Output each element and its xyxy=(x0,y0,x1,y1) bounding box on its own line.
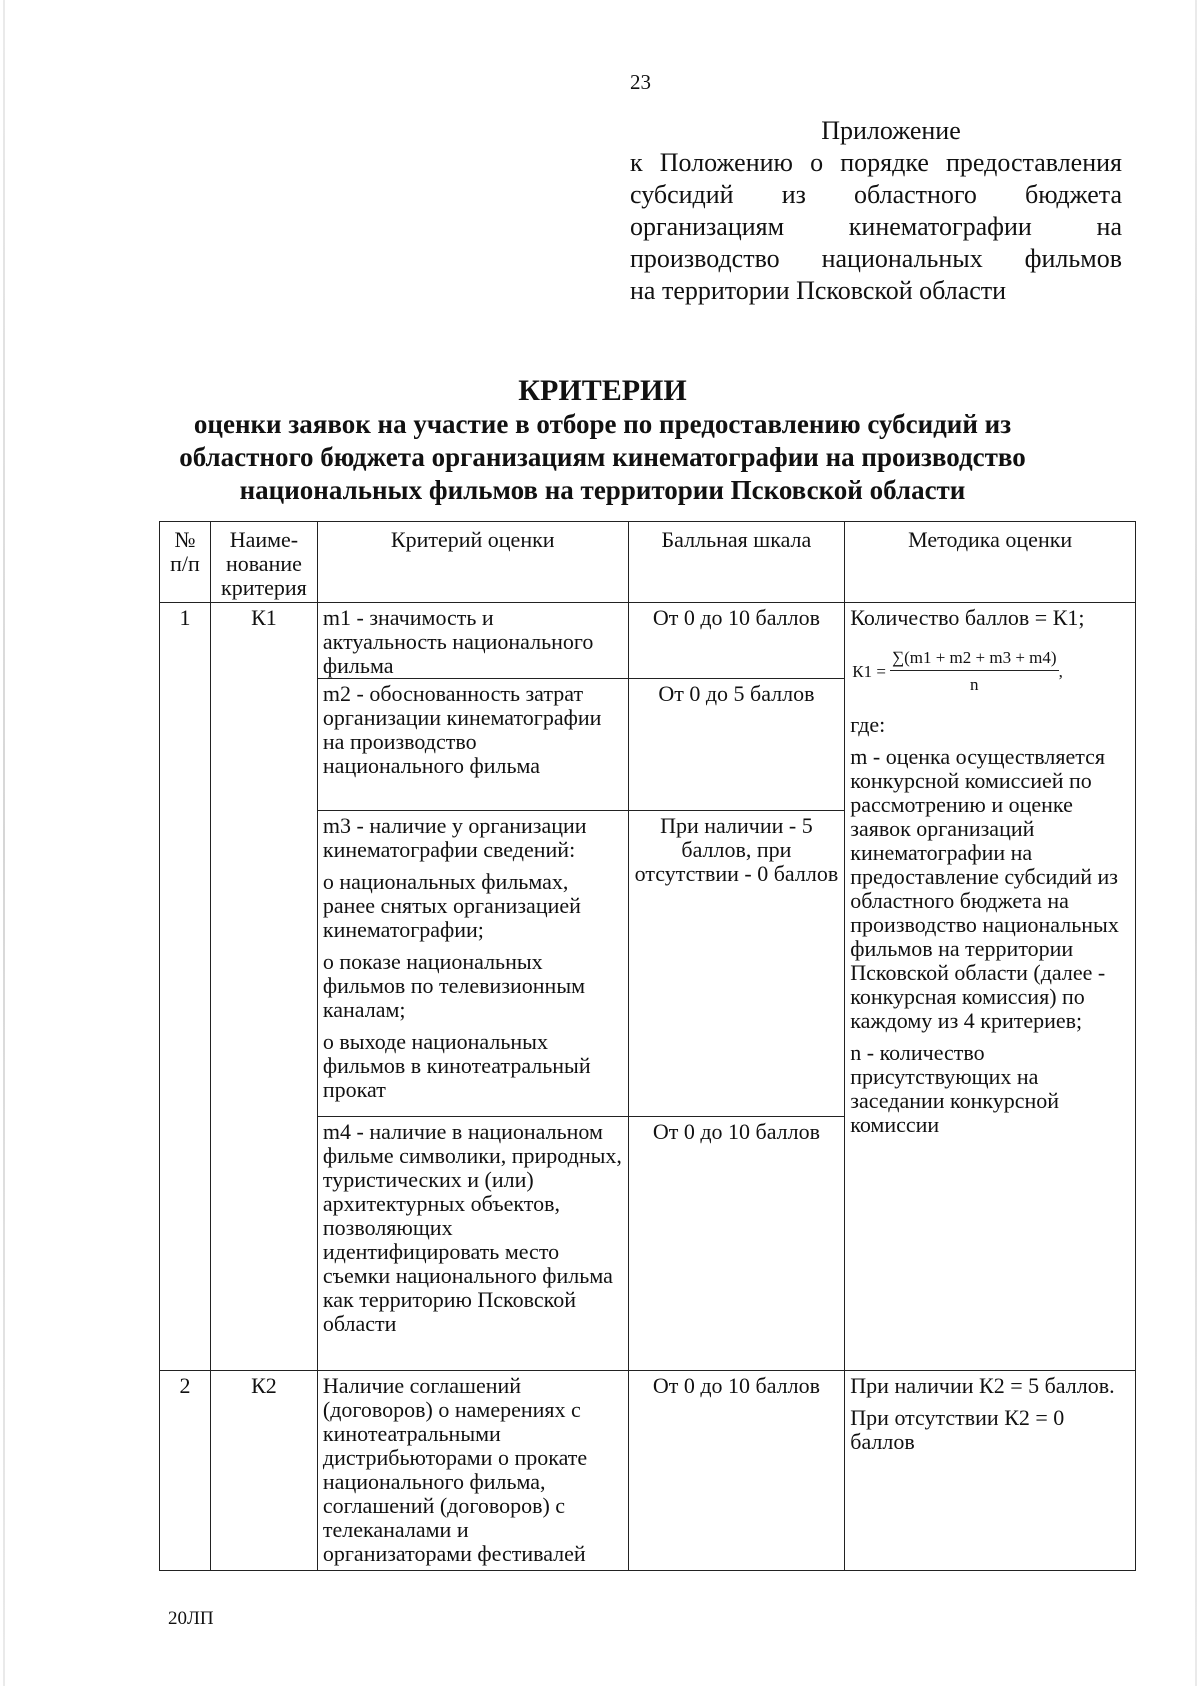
row-num: 2 xyxy=(160,1371,211,1571)
appendix-block xyxy=(630,115,1122,307)
method-paragraph: n - количество присутствующих на заседании конкурсной комиссии xyxy=(850,1040,1060,1137)
method-paragraph: При наличии К2 = 5 баллов. xyxy=(850,1373,1115,1398)
criterion-cell: Наличие соглашений (договоров) о намерениях с кинотеатральными дистрибьюторами о прокате национального фильма, соглашений (договоров) с телеканалами и организаторами фестивалей xyxy=(317,1371,628,1571)
row-name: К1 xyxy=(210,603,317,1371)
criterion-cell: m2 - обоснованность затрат организации кинематографии на производство национального фильма xyxy=(317,679,628,811)
appendix-line: на территории Псковской области xyxy=(630,276,1007,305)
criterion-paragraph: о национальных фильмах, ранее снятых организацией кинематографии; xyxy=(322,869,581,942)
title-sub-line: национальных фильмов на территории Псковской области xyxy=(239,475,966,505)
method-cell xyxy=(845,1371,1136,1571)
row-name: К2 xyxy=(210,1371,317,1571)
header-scale: Балльная шкала xyxy=(628,522,845,603)
method-paragraph: m - оценка осуществляется конкурсной комиссией по рассмотрению и оценке заявок организаций кинематографии на предоставление субсидий из областного бюджета на производство национальных фильмов на территории Псковской области (далее - конкурсная комиссия) по каждому из 4 критериев; xyxy=(850,744,1119,1033)
formula-tail: , xyxy=(1058,661,1063,681)
appendix-body xyxy=(630,147,1122,307)
scale-cell: От 0 до 10 баллов xyxy=(628,1371,845,1571)
appendix-line: производство национальных фильмов xyxy=(630,244,1122,273)
table-row xyxy=(160,603,1136,679)
scale-cell: От 0 до 5 баллов xyxy=(628,679,845,811)
appendix-heading: Приложение xyxy=(821,116,961,145)
table-header-row xyxy=(160,522,1136,603)
appendix-line: организациям кинематографии на xyxy=(630,212,1122,241)
header-method: Методика оценки xyxy=(845,522,1136,603)
formula-left: К1 = xyxy=(852,661,886,681)
row-num: 1 xyxy=(160,603,211,1371)
criterion-paragraph: m3 - наличие у организации кинематографии сведений: xyxy=(322,813,587,862)
criterion-cell xyxy=(317,811,628,1117)
scale-cell: При наличии - 5 баллов, при отсутствии - 0 баллов xyxy=(628,811,845,1117)
page-number: 23 xyxy=(630,70,651,94)
appendix-line: субсидий из областного бюджета xyxy=(630,180,1122,209)
header-num: № п/п xyxy=(160,522,211,603)
title-sub-line: областного бюджета организациям кинематографии на производство xyxy=(179,442,1026,472)
appendix-line: к Положению о порядке предоставления xyxy=(630,148,1122,177)
scale-cell: От 0 до 10 баллов xyxy=(628,1117,845,1371)
criterion-paragraph: о выходе национальных фильмов в кинотеатральный прокат xyxy=(322,1029,591,1102)
method-paragraph: где: xyxy=(850,712,886,737)
scale-cell: От 0 до 10 баллов xyxy=(628,603,845,679)
title-sub-line: оценки заявок на участие в отборе по предоставлению субсидий из xyxy=(193,409,1012,439)
method-paragraph: При отсутствии К2 = 0 баллов xyxy=(850,1405,1065,1454)
formula-k1 xyxy=(852,646,1130,697)
footer-code: 20ЛП xyxy=(168,1608,214,1629)
criterion-cell: m1 - значимость и актуальность национального фильма xyxy=(317,603,628,679)
table-row xyxy=(160,1371,1136,1571)
header-name: Наиме-нование критерия xyxy=(210,522,317,603)
method-cell xyxy=(845,603,1136,1371)
method-intro: Количество баллов = К1; xyxy=(850,605,1085,630)
formula-numerator: ∑(m1 + m2 + m3 + m4) xyxy=(890,646,1059,671)
criterion-cell: m4 - наличие в национальном фильме символики, природных, туристических и (или) архитектурных объектов, позволяющих идентифицировать место съемки национального фильма как территорию Псковской области xyxy=(317,1117,628,1371)
criterion-paragraph: о показе национальных фильмов по телевизионным каналам; xyxy=(322,949,586,1022)
title-main: КРИТЕРИИ xyxy=(518,374,687,407)
formula-fraction xyxy=(890,646,1059,697)
scan-edge-left xyxy=(3,0,5,1686)
header-criterion: Критерий оценки xyxy=(317,522,628,603)
formula-denominator: n xyxy=(970,675,979,694)
document-title xyxy=(150,373,1055,507)
criteria-table xyxy=(159,521,1136,1571)
scan-edge-right xyxy=(1195,0,1197,1686)
